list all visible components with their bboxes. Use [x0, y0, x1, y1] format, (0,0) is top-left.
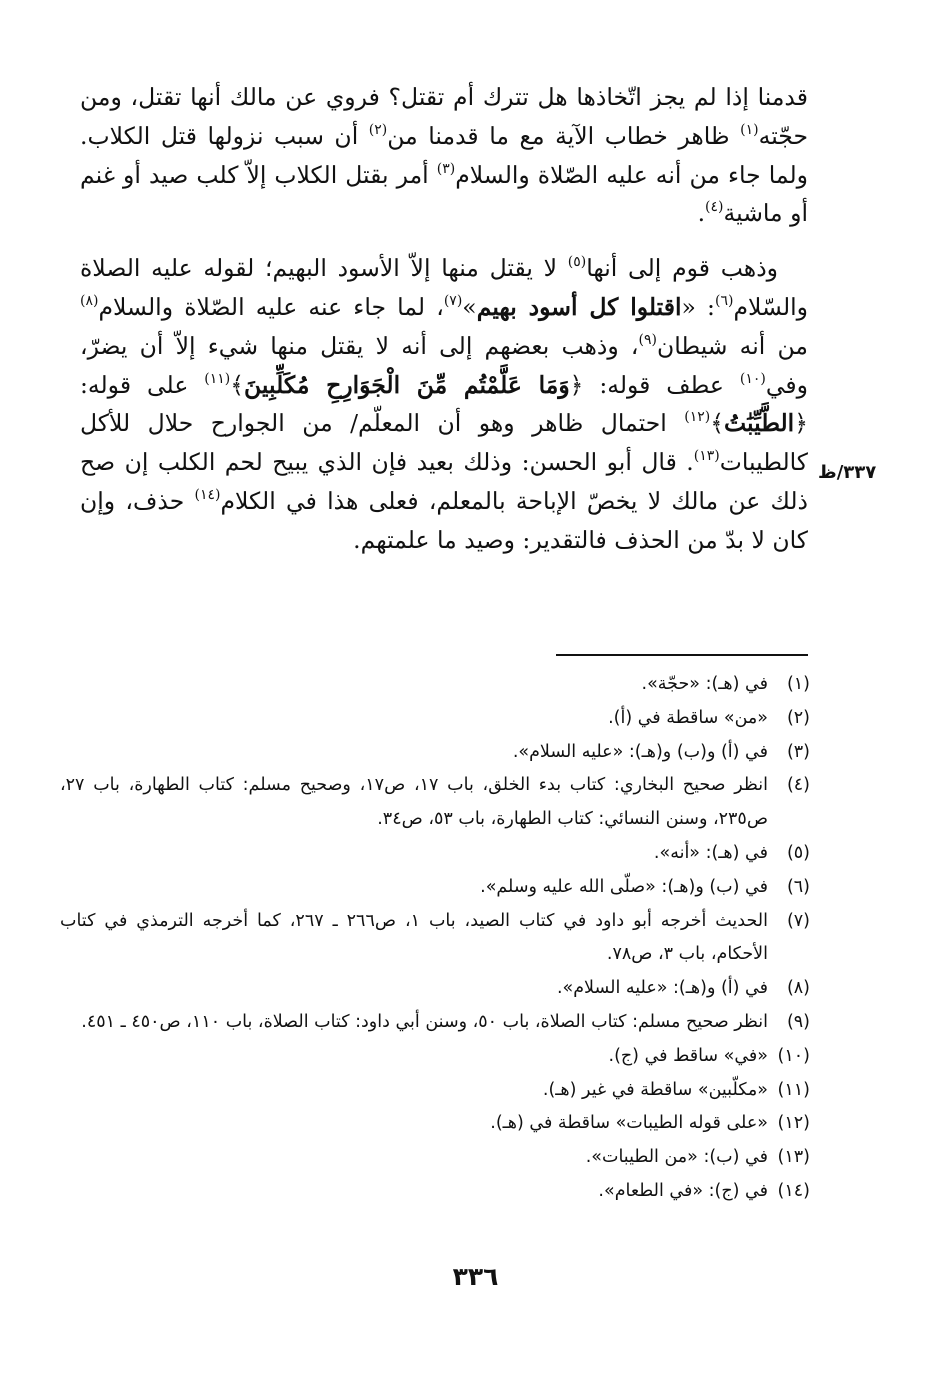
footnote-item — [60, 769, 810, 837]
manuscript-folio-marker: ٣٣٧/ظ — [818, 462, 877, 483]
text-run: أو ماشية — [723, 199, 808, 228]
footnote-text: في (ب) و(هـ): «صلّى الله عليه وسلم». — [480, 876, 768, 897]
footnote-item — [60, 1074, 810, 1108]
paragraph-1 — [80, 78, 808, 233]
text-run: ، لما جاء عنه عليه الصّلاة والسلام — [98, 292, 444, 321]
footnote-item — [60, 871, 810, 905]
footnote-ref: (٩) — [638, 331, 657, 348]
footnote-text: في (هـ): «أنه». — [653, 842, 768, 863]
footnote-item — [60, 702, 810, 736]
text-run: على قوله: ﴿ — [80, 370, 808, 438]
footnote-text: في (أ) و(ب) و(هـ): «عليه السلام». — [512, 741, 768, 762]
footnote-item — [60, 1006, 810, 1040]
text-run: . — [697, 199, 706, 228]
text-run: ظاهر خطاب الآية مع ما قدمنا من — [387, 121, 741, 150]
text-run: ﴾ — [230, 370, 245, 399]
footnote-item — [60, 1107, 810, 1141]
footnote-item — [60, 668, 810, 702]
footnote-ref: (٧) — [443, 292, 463, 309]
text-run: وذهب قوم إلى أنها — [586, 254, 779, 283]
footnote-number: (٤) — [786, 775, 810, 796]
text-run: من أنه شيطان — [657, 331, 808, 360]
footnote-number: (١٠) — [777, 1045, 810, 1066]
text-run: قدمنا إذا لم يجز اتّخاذها هل تترك أم تقتل؟ فروي عن مالك أنها تقتل، ومن — [80, 83, 808, 111]
footnote-ref: (٥) — [567, 254, 587, 271]
text-run: أمر بقتل الكلاب إلاّ كلب صيد أو غنم — [80, 160, 437, 189]
footnote-number: (٩) — [786, 1011, 810, 1032]
page-number: ٣٣٦ — [452, 1262, 499, 1291]
footnote-text: «مكلّبين» ساقطة في غير (هـ). — [542, 1079, 768, 1100]
text-run: : « — [681, 292, 715, 321]
footnote-text: «في» ساقط في (ج). — [608, 1045, 768, 1066]
quran-quote: وَمَا عَلَّمْتُم مِّنَ الْجَوَارِحِ مُكَلِّبِينَ — [244, 370, 570, 399]
footnote-number: (١١) — [777, 1079, 810, 1100]
footnote-item — [60, 972, 810, 1006]
footnote-item — [60, 1175, 810, 1209]
footnote-text: «على قوله الطيبات» ساقطة في (هـ). — [490, 1113, 768, 1134]
text-run: » — [462, 292, 477, 321]
footnote-item — [60, 905, 810, 973]
text-run: ولما جاء من أنه عليه الصّلاة والسلام — [455, 160, 808, 189]
footnote-ref: (٢) — [368, 121, 388, 138]
footnote-text: الحديث أخرجه أبو داود في كتاب الصيد، باب ١، ص٢٦٦ ـ ٢٦٧، كما أخرجه الترمذي في كتاب الأحكام، باب ٣، ص٧٨. — [60, 910, 768, 965]
footnote-number: (٥) — [786, 842, 810, 863]
text-run: حذف، وإن كان لا بدّ من الحذف فالتقدير: وصيد ما علمتهم. — [80, 486, 808, 554]
footnote-text: انظر صحيح البخاري: كتاب بدء الخلق، باب ١٧، ص١٧، وصحيح مسلم: كتاب الطهارة، باب ٢٧، ص٢٣٥، وسنن النسائي: كتاب الطهارة، باب ٥٣، ص٣٤. — [60, 775, 768, 830]
main-text — [80, 78, 808, 560]
footnote-text: في (هـ): «حجّة». — [641, 674, 768, 694]
footnote-ref: (١٠) — [739, 370, 766, 387]
footnote-number: (٢) — [786, 707, 810, 728]
footnote-text: في (أ) و(هـ): «عليه السلام». — [556, 978, 768, 999]
text-run: احتمال ظاهر وهو أن المعلّم/ من الجوارح حلال للأكل كالطيبات — [80, 409, 808, 477]
footnote-item — [60, 837, 810, 871]
footnote-ref: (١) — [740, 121, 759, 138]
footnote-ref: (١١) — [204, 370, 231, 387]
footnote-number: (١٢) — [777, 1113, 810, 1134]
footnote-number: (١٤) — [777, 1180, 810, 1201]
footnote-item — [60, 736, 810, 770]
text-run: حجّته — [758, 121, 808, 150]
footnote-divider — [556, 654, 808, 656]
footnote-number: (١٣) — [777, 1147, 810, 1168]
footnote-number: (٧) — [786, 910, 810, 931]
footnote-text: في (ب): «من الطيبات». — [585, 1147, 768, 1168]
footnotes — [60, 668, 810, 1209]
footnote-item — [60, 1040, 810, 1074]
footnote-ref: (٤) — [705, 199, 724, 216]
footnote-number: (٣) — [786, 741, 810, 762]
quran-quote: الطَّيِّبَٰتُ — [723, 409, 795, 438]
footnote-number: (٨) — [786, 978, 810, 999]
footnote-text: في (ج): «في الطعام». — [598, 1180, 768, 1201]
footnote-ref: (١٣) — [693, 448, 720, 465]
footnote-ref: (٦) — [714, 292, 734, 309]
footnote-ref: (١٢) — [684, 409, 711, 426]
text-run: أن سبب نزولها قتل الكلاب. — [80, 121, 369, 150]
footnote-number: (١) — [786, 674, 810, 694]
text-run: . قال أبو الحسن: وذلك بعيد فإن الذي يبيح لحم الكلب إن صح ذلك عن مالك لا يخصّ الإباحة بالمعلم، فعلى هذا في الكلام — [80, 448, 808, 515]
footnote-item — [60, 1141, 810, 1175]
footnote-ref: (١٤) — [194, 486, 221, 503]
text-run: لا يقتل منها إلاّ الأسود البهيم؛ لقوله عليه الصلاة والسّلام — [80, 254, 809, 321]
footnote-ref: (٣) — [436, 160, 456, 177]
footnote-number: (٦) — [786, 876, 810, 897]
footnote-text: «من» ساقطة في (أ). — [608, 707, 768, 728]
text-run: عطف قوله: ﴿ — [569, 370, 740, 399]
hadith-quote: اقتلوا كل أسود بهيم — [476, 292, 682, 321]
text-run: ﴾ — [710, 409, 724, 438]
footnote-ref: (٨) — [80, 292, 99, 309]
paragraph-2 — [80, 249, 808, 559]
text-run: ، وذهب بعضهم إلى أنه لا يقتل منها شيء إلاّ أن يضرّ، وفي — [80, 331, 808, 399]
footnote-text: انظر صحيح مسلم: كتاب الصلاة، باب ٥٠، وسنن أبي داود: كتاب الصلاة، باب ١١٠، ص٤٥٠ ـ ٤٥١. — [81, 1011, 768, 1032]
